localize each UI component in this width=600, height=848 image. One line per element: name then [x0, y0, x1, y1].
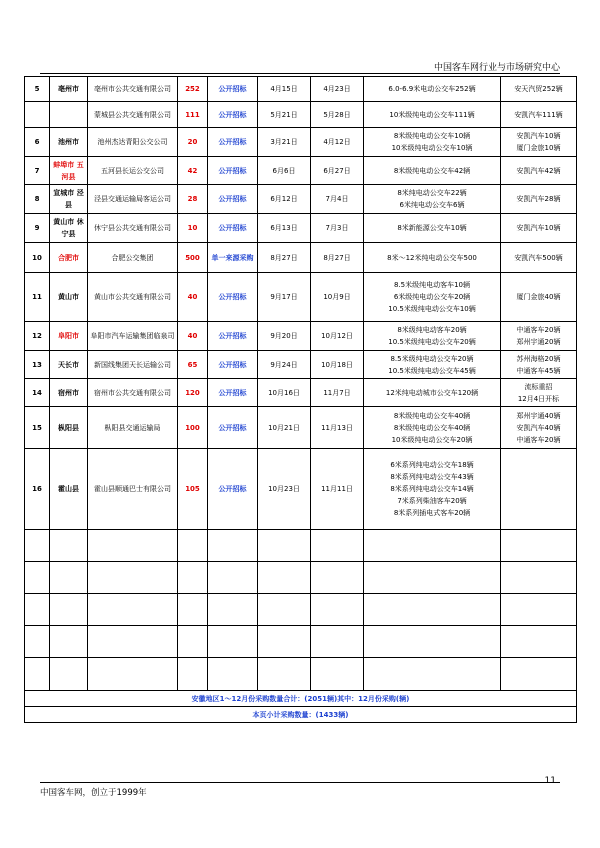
empty-cell [258, 562, 311, 594]
winner-cell-line: 中通客车20辆 [516, 435, 561, 444]
row-number [25, 102, 50, 128]
row-number: 7 [25, 157, 50, 185]
details-cell-line: 8米系列纯电动公交车43辆 [390, 473, 474, 481]
table-row [25, 157, 577, 185]
empty-cell [311, 594, 364, 626]
empty-cell [501, 594, 577, 626]
winner-cell-line: 中通客车45辆 [516, 366, 561, 375]
winner-cell-line: 流标重招 [524, 382, 553, 391]
method-cell: 公开招标 [208, 157, 258, 185]
winner-cell-line: 安凯汽车10辆 [516, 132, 561, 140]
details-cell-line: 8米级纯电动公交车42辆 [393, 166, 471, 175]
region-cell: 蚌埠市 五河县 [50, 157, 88, 185]
method-cell: 公开招标 [208, 449, 258, 530]
empty-cell [50, 530, 88, 562]
empty-row [25, 530, 577, 562]
details-cell-line: 6.0-6.9米电动公交车252辆 [388, 85, 476, 93]
open-date-cell: 5月28日 [311, 102, 364, 128]
region-cell: 宣城市 泾县 [50, 185, 88, 214]
winner-cell-line: 安凯汽车28辆 [516, 195, 561, 203]
empty-cell [88, 530, 178, 562]
buyer-cell: 新国线集团天长运输公司 [88, 351, 178, 379]
buyer-cell: 枞阳县交通运输局 [88, 407, 178, 449]
empty-cell [364, 530, 501, 562]
row-number: 10 [25, 243, 50, 273]
empty-cell [25, 562, 50, 594]
quantity-cell: 65 [178, 351, 208, 379]
table-row [25, 273, 577, 322]
row-number: 14 [25, 379, 50, 407]
details-cell-line: 8米级纯电动公交车40辆 [393, 423, 471, 432]
buyer-cell: 五河县长运公交公司 [88, 157, 178, 185]
details-cell [364, 214, 501, 243]
summary-page-subtotal: 本页小计采购数量：(1433辆) [25, 707, 577, 723]
details-cell-line: 7米系列柴油客车20辆 [397, 497, 467, 505]
tender-date-cell: 4月15日 [258, 77, 311, 102]
winner-cell-line: 厦门金旅10辆 [516, 144, 561, 152]
open-date-cell: 11月13日 [311, 407, 364, 449]
details-cell-line: 8米级纯电动公交车10辆 [393, 132, 471, 140]
details-cell-line: 10米级纯电动公交车111辆 [389, 110, 475, 119]
details-cell-line: 8米新能源公交车10辆 [397, 224, 467, 232]
buyer-cell: 合肥公交集团 [88, 243, 178, 273]
tender-date-cell: 9月20日 [258, 322, 311, 351]
empty-cell [88, 594, 178, 626]
details-cell [364, 77, 501, 102]
winner-cell [501, 322, 577, 351]
details-cell-line: 6米系列纯电动公交车18辆 [390, 461, 474, 469]
empty-cell [25, 594, 50, 626]
details-cell-line: 10米级纯电动公交车10辆 [391, 144, 473, 152]
open-date-cell: 4月23日 [311, 77, 364, 102]
details-cell [364, 273, 501, 322]
winner-cell [501, 102, 577, 128]
winner-cell [501, 243, 577, 273]
page-number: 11 [544, 776, 556, 786]
tender-date-cell: 5月21日 [258, 102, 311, 128]
empty-cell [178, 594, 208, 626]
tender-date-cell: 9月17日 [258, 273, 311, 322]
winner-cell [501, 351, 577, 379]
empty-cell [208, 562, 258, 594]
details-cell-line: 10米级纯电动公交车20辆 [391, 435, 473, 444]
quantity-cell: 100 [178, 407, 208, 449]
empty-cell [501, 626, 577, 658]
region-cell: 宿州市 [50, 379, 88, 407]
details-cell-line: 8米系列插电式客车20辆 [393, 509, 471, 517]
empty-cell [208, 626, 258, 658]
empty-cell [178, 530, 208, 562]
details-cell-line: 6米级纯电动公交车20辆 [393, 293, 471, 301]
method-cell: 公开招标 [208, 351, 258, 379]
tender-date-cell: 3月21日 [258, 128, 311, 157]
region-cell: 阜阳市 [50, 322, 88, 351]
empty-cell [258, 530, 311, 562]
empty-cell [501, 562, 577, 594]
open-date-cell: 4月12日 [311, 128, 364, 157]
row-number: 12 [25, 322, 50, 351]
empty-cell [501, 658, 577, 691]
footer-rule [40, 782, 560, 783]
table-row [25, 214, 577, 243]
method-cell: 公开招标 [208, 273, 258, 322]
region-cell: 池州市 [50, 128, 88, 157]
table-row [25, 77, 577, 102]
tender-date-cell: 6月6日 [258, 157, 311, 185]
details-cell [364, 351, 501, 379]
table-body [25, 77, 577, 723]
tender-date-cell: 10月16日 [258, 379, 311, 407]
empty-row [25, 626, 577, 658]
empty-row [25, 562, 577, 594]
winner-cell [501, 185, 577, 214]
buyer-cell: 蒙城县公共交通有限公司 [88, 102, 178, 128]
procurement-table [24, 76, 577, 723]
empty-row [25, 658, 577, 691]
details-cell [364, 157, 501, 185]
winner-cell-line: 安凯汽车111辆 [514, 110, 563, 119]
winner-cell-line: 厦门金旅40辆 [516, 293, 561, 301]
empty-cell [364, 658, 501, 691]
table-row [25, 322, 577, 351]
winner-cell [501, 214, 577, 243]
buyer-cell: 泾县交通运输局客运公司 [88, 185, 178, 214]
open-date-cell: 10月12日 [311, 322, 364, 351]
buyer-cell: 宿州市公共交通有限公司 [88, 379, 178, 407]
winner-cell-line: 安凯汽车40辆 [516, 423, 561, 432]
method-cell: 公开招标 [208, 102, 258, 128]
details-cell-line: 6米纯电动公交车6辆 [399, 201, 465, 209]
empty-cell [311, 530, 364, 562]
winner-cell [501, 273, 577, 322]
quantity-cell: 105 [178, 449, 208, 530]
method-cell: 公开招标 [208, 322, 258, 351]
empty-cell [208, 530, 258, 562]
empty-cell [88, 658, 178, 691]
empty-cell [25, 530, 50, 562]
winner-cell [501, 77, 577, 102]
winner-cell-line: 安天汽贸252辆 [514, 85, 563, 93]
quantity-cell: 252 [178, 77, 208, 102]
buyer-cell: 黄山市公共交通有限公司 [88, 273, 178, 322]
empty-cell [364, 562, 501, 594]
buyer-cell: 亳州市公共交通有限公司 [88, 77, 178, 102]
details-cell [364, 449, 501, 530]
empty-cell [88, 626, 178, 658]
empty-cell [208, 658, 258, 691]
empty-cell [364, 594, 501, 626]
header-rule [40, 73, 560, 74]
tender-date-cell: 6月12日 [258, 185, 311, 214]
details-cell-line: 8米系列纯电动公交车14辆 [390, 485, 474, 493]
empty-cell [364, 626, 501, 658]
winner-cell [501, 128, 577, 157]
method-cell: 单一来源采购 [208, 243, 258, 273]
winner-cell [501, 379, 577, 407]
method-cell: 公开招标 [208, 214, 258, 243]
open-date-cell: 7月4日 [311, 185, 364, 214]
summary-annual-total: 安徽地区1～12月份采购数量合计：(2051辆)其中：12月份采购(辆) [25, 691, 577, 707]
open-date-cell: 11月7日 [311, 379, 364, 407]
details-cell-line: 8.5米级纯电动客车10辆 [393, 281, 471, 289]
row-number: 6 [25, 128, 50, 157]
quantity-cell: 111 [178, 102, 208, 128]
region-cell: 霍山县 [50, 449, 88, 530]
winner-cell-line: 12月4日开标 [517, 394, 560, 403]
header-title: 中国客车网行业与市场研究中心 [433, 63, 560, 73]
open-date-cell: 11月11日 [311, 449, 364, 530]
row-number: 13 [25, 351, 50, 379]
row-number: 9 [25, 214, 50, 243]
winner-cell-line: 安凯汽车500辆 [514, 253, 563, 262]
quantity-cell: 40 [178, 322, 208, 351]
buyer-cell: 霍山县顺通巴士有限公司 [88, 449, 178, 530]
empty-cell [311, 626, 364, 658]
empty-cell [50, 562, 88, 594]
table-row [25, 351, 577, 379]
method-cell: 公开招标 [208, 407, 258, 449]
method-cell: 公开招标 [208, 379, 258, 407]
table-row [25, 407, 577, 449]
empty-cell [88, 562, 178, 594]
empty-cell [178, 626, 208, 658]
details-cell-line: 8米级纯电动客车20辆 [397, 326, 467, 334]
quantity-cell: 40 [178, 273, 208, 322]
summary-row [25, 707, 577, 723]
winner-cell-line: 郑州宇通40辆 [516, 411, 561, 420]
winner-cell [501, 449, 577, 530]
region-cell: 黄山市 休宁县 [50, 214, 88, 243]
tender-date-cell: 10月23日 [258, 449, 311, 530]
method-cell: 公开招标 [208, 77, 258, 102]
empty-cell [178, 658, 208, 691]
table-row [25, 449, 577, 530]
details-cell-line: 12米纯电动城市公交车120辆 [385, 388, 479, 397]
winner-cell-line: 苏州海格20辆 [516, 354, 561, 363]
winner-cell-line: 安凯汽车10辆 [516, 224, 561, 232]
details-cell-line: 8.5米级纯电动公交车20辆 [390, 354, 474, 363]
open-date-cell: 10月18日 [311, 351, 364, 379]
region-cell [50, 102, 88, 128]
empty-cell [258, 626, 311, 658]
row-number: 11 [25, 273, 50, 322]
details-cell [364, 407, 501, 449]
row-number: 5 [25, 77, 50, 102]
details-cell [364, 322, 501, 351]
tender-date-cell: 6月13日 [258, 214, 311, 243]
details-cell [364, 128, 501, 157]
empty-cell [50, 658, 88, 691]
winner-cell-line: 安凯汽车42辆 [516, 166, 561, 175]
winner-cell-line: 郑州宇通20辆 [516, 338, 561, 346]
quantity-cell: 20 [178, 128, 208, 157]
details-cell-line: 8米～12米纯电动公交车500 [387, 253, 477, 262]
summary-row [25, 691, 577, 707]
quantity-cell: 42 [178, 157, 208, 185]
footer-text: 中国客车网，创立于1999年 [40, 788, 147, 798]
tender-date-cell: 8月27日 [258, 243, 311, 273]
row-number: 8 [25, 185, 50, 214]
details-cell-line: 10.5米级纯电动公交车10辆 [388, 305, 476, 313]
region-cell: 黄山市 [50, 273, 88, 322]
details-cell [364, 243, 501, 273]
details-cell-line: 8米级纯电动公交车40辆 [393, 411, 471, 420]
tender-date-cell: 9月24日 [258, 351, 311, 379]
buyer-cell: 阜阳市汽车运输集团临泉司 [88, 322, 178, 351]
row-number: 15 [25, 407, 50, 449]
quantity-cell: 120 [178, 379, 208, 407]
empty-cell [50, 594, 88, 626]
tender-date-cell: 10月21日 [258, 407, 311, 449]
table-row [25, 243, 577, 273]
open-date-cell: 6月27日 [311, 157, 364, 185]
region-cell: 枞阳县 [50, 407, 88, 449]
empty-cell [25, 658, 50, 691]
empty-cell [311, 562, 364, 594]
empty-cell [25, 626, 50, 658]
winner-cell-line: 中通客车20辆 [516, 326, 561, 334]
winner-cell [501, 407, 577, 449]
buyer-cell: 池州杰达青阳公交公司 [88, 128, 178, 157]
details-cell [364, 185, 501, 214]
details-cell [364, 379, 501, 407]
quantity-cell: 28 [178, 185, 208, 214]
quantity-cell: 500 [178, 243, 208, 273]
open-date-cell: 7月3日 [311, 214, 364, 243]
empty-cell [258, 658, 311, 691]
winner-cell [501, 157, 577, 185]
quantity-cell: 10 [178, 214, 208, 243]
empty-cell [178, 562, 208, 594]
empty-cell [311, 658, 364, 691]
buyer-cell: 休宁县公共交通有限公司 [88, 214, 178, 243]
details-cell-line: 10.5米级纯电动公交车20辆 [388, 338, 476, 346]
open-date-cell: 8月27日 [311, 243, 364, 273]
region-cell: 天长市 [50, 351, 88, 379]
table-row [25, 128, 577, 157]
empty-cell [50, 626, 88, 658]
method-cell: 公开招标 [208, 128, 258, 157]
table-row [25, 102, 577, 128]
empty-cell [258, 594, 311, 626]
details-cell-line: 10.5米级纯电动公交车45辆 [388, 366, 476, 375]
region-cell: 合肥市 [50, 243, 88, 273]
empty-cell [501, 530, 577, 562]
open-date-cell: 10月9日 [311, 273, 364, 322]
region-cell: 亳州市 [50, 77, 88, 102]
table-row [25, 379, 577, 407]
method-cell: 公开招标 [208, 185, 258, 214]
table-row [25, 185, 577, 214]
details-cell-line: 8米纯电动公交车22辆 [397, 189, 467, 197]
row-number: 16 [25, 449, 50, 530]
empty-row [25, 594, 577, 626]
details-cell [364, 102, 501, 128]
empty-cell [208, 594, 258, 626]
